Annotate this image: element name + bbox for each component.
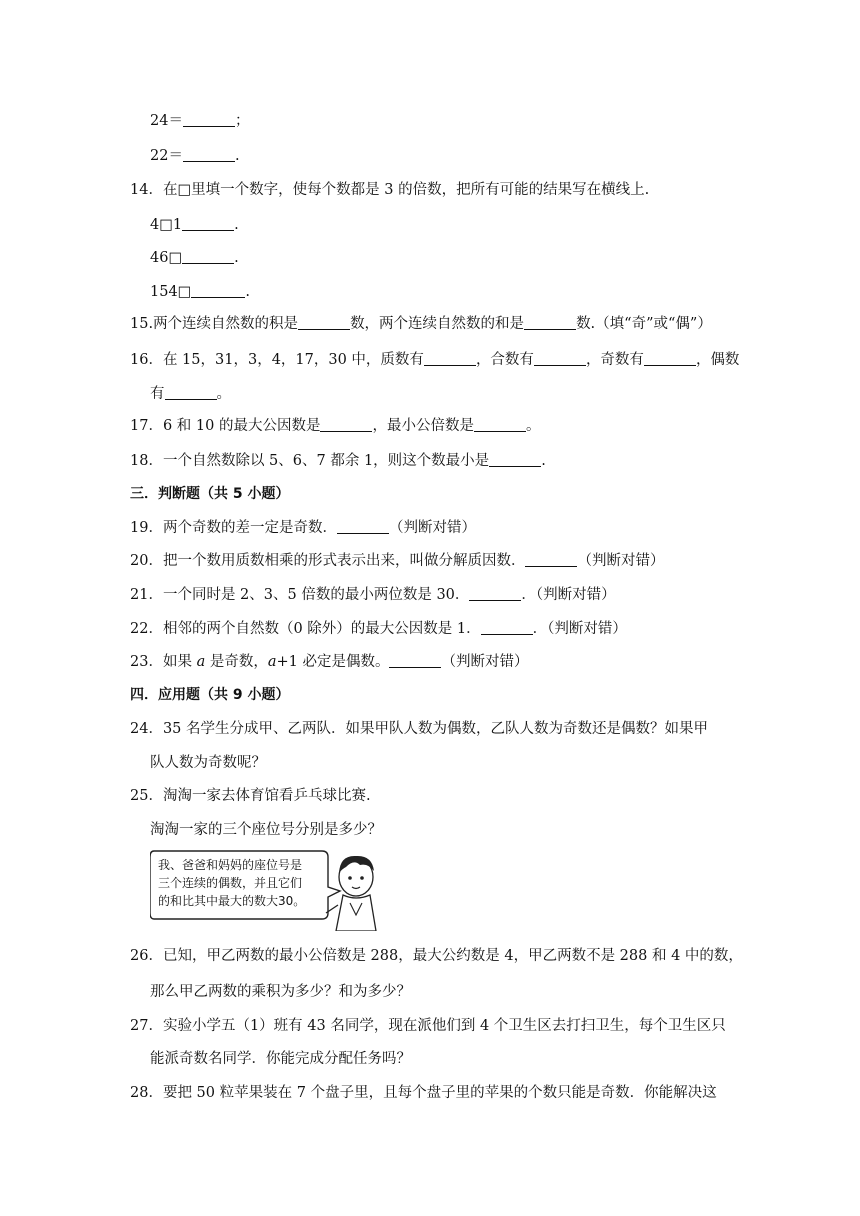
question-number: 19． xyxy=(130,520,163,536)
question-23: 23．如果 a 是奇数，a+1 必定是偶数。 （判断对错） xyxy=(130,654,529,670)
question-16-cont: 有 。 xyxy=(150,386,231,402)
question-number: 16． xyxy=(130,352,163,368)
question-18: 18．一个自然数除以 5、6、7 都余 1，则这个数最小是 . xyxy=(130,453,546,469)
answer-blank[interactable] xyxy=(474,416,526,432)
answer-blank[interactable] xyxy=(424,350,476,366)
answer-blank[interactable] xyxy=(182,248,234,264)
question-number: 15. xyxy=(130,316,154,332)
question-26: 26．已知，甲乙两数的最小公倍数是 288，最大公约数是 4，甲乙两数不是 288 和 4 中的数， xyxy=(130,948,743,964)
question-19: 19．两个奇数的差一定是奇数． （判断对错） xyxy=(130,520,476,536)
question-number: 28． xyxy=(130,1085,163,1101)
question-text: 在□里填一个数字，使每个数都是 3 的倍数，把所有可能的结果写在横线上. xyxy=(162,182,650,198)
question-number: 26． xyxy=(130,948,163,964)
question-15: 15.两个连续自然数的积是 数，两个连续自然数的和是 数.（填“奇”或“偶”） xyxy=(130,316,712,332)
answer-blank[interactable] xyxy=(183,111,235,127)
question-20: 20．把一个数用质数相乘的形式表示出来，叫做分解质因数． （判断对错） xyxy=(130,553,665,569)
boy-illustration xyxy=(150,847,382,931)
q13-line-24: 24＝ ； xyxy=(150,113,250,129)
answer-blank[interactable] xyxy=(182,215,234,231)
question-28: 28．要把 50 粒苹果装在 7 个盘子里，且每个盘子里的苹果的个数只能是奇数．你能解决这 xyxy=(130,1085,717,1101)
answer-blank[interactable] xyxy=(298,314,350,330)
section-4-heading: 四．应用题（共 9 小题） xyxy=(130,687,290,703)
question-number: 27． xyxy=(130,1018,163,1034)
answer-blank[interactable] xyxy=(644,350,696,366)
question-number: 22． xyxy=(130,621,163,637)
answer-blank[interactable] xyxy=(165,384,217,400)
question-27-cont: 能派奇数名同学．你能完成分配任务吗？ xyxy=(150,1051,411,1067)
question-number: 17． xyxy=(130,418,163,434)
question-17: 17．6 和 10 的最大公因数是 ，最小公倍数是 。 xyxy=(130,418,541,434)
answer-blank[interactable] xyxy=(469,585,521,601)
question-25-cont: 淘淘一家的三个座位号分别是多少？ xyxy=(150,822,382,838)
question-number: 23． xyxy=(130,654,163,670)
answer-blank[interactable] xyxy=(481,619,533,635)
question-21: 21．一个同时是 2、3、5 倍数的最小两位数是 30． ．（判断对错） xyxy=(130,587,616,603)
question-number: 14． xyxy=(130,182,163,198)
question-22: 22．相邻的两个自然数（0 除外）的最大公因数是 1． ．（判断对错） xyxy=(130,621,627,637)
answer-blank[interactable] xyxy=(183,146,235,162)
question-number: 21． xyxy=(130,587,163,603)
answer-blank[interactable] xyxy=(525,551,577,567)
question-number: 20． xyxy=(130,553,163,569)
q14-item-b: 46□ . xyxy=(150,250,239,266)
question-24-cont: 队人数为奇数呢？ xyxy=(150,755,266,771)
q13-line-22: 22＝ . xyxy=(150,148,240,164)
question-number: 24． xyxy=(130,721,163,737)
question-number: 18． xyxy=(130,453,163,469)
q14-item-c: 154□ . xyxy=(150,284,250,300)
answer-blank[interactable] xyxy=(337,518,389,534)
question-25: 25．淘淘一家去体育馆看乒乓球比赛. xyxy=(130,788,371,804)
q14-item-a: 4□1 . xyxy=(150,217,239,233)
answer-blank[interactable] xyxy=(389,652,441,668)
question-27: 27．实验小学五（1）班有 43 名同学，现在派他们到 4 个卫生区去打扫卫生，每个卫生区只 xyxy=(130,1018,726,1034)
question-number: 25． xyxy=(130,788,163,804)
answer-blank[interactable] xyxy=(320,416,372,432)
question-16: 16．在 15，31，3，4，17，30 中，质数有 ，合数有 ，奇数有 ，偶数 xyxy=(130,352,740,368)
answer-blank[interactable] xyxy=(524,314,576,330)
speech-bubble-text: 我、爸爸和妈妈的座位号是 三个连续的偶数，并且它们 的和比其中最大的数大30。 xyxy=(158,858,306,908)
answer-blank[interactable] xyxy=(191,282,245,298)
question-14 xyxy=(130,180,649,200)
question-24: 24．35 名学生分成甲、乙两队．如果甲队人数为偶数，乙队人数为奇数还是偶数？如果甲 xyxy=(130,721,709,737)
answer-blank[interactable] xyxy=(534,350,586,366)
section-3-heading: 三．判断题（共 5 小题） xyxy=(130,486,290,502)
answer-blank[interactable] xyxy=(489,451,541,467)
question-26-cont: 那么甲乙两数的乘积为多少？和为多少？ xyxy=(150,984,411,1000)
